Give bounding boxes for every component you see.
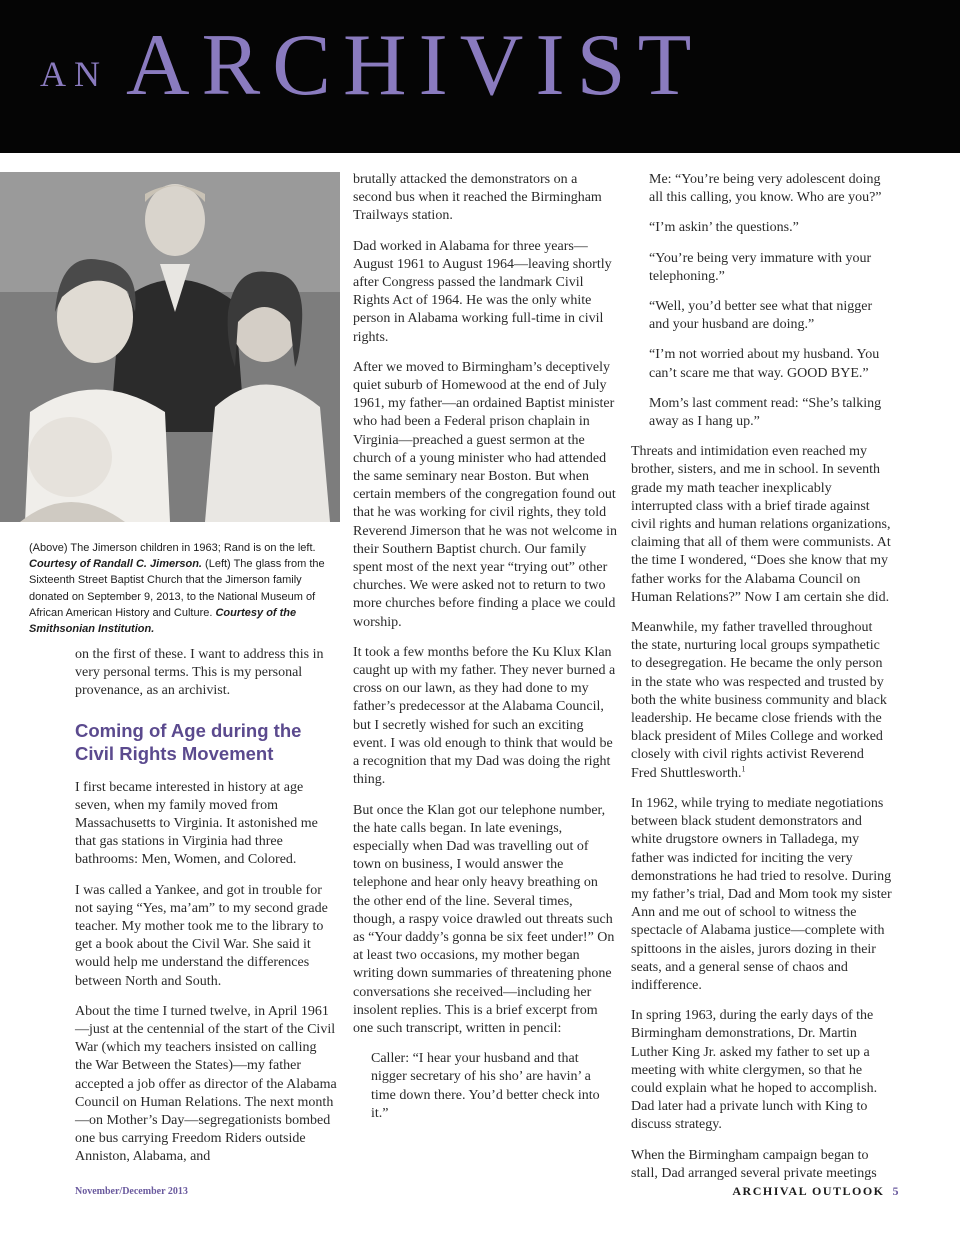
transcript-quote: “You’re being very immature with your telephoning.” bbox=[649, 250, 872, 284]
transcript-quote: Me: “You’re being very adolescent doing all this calling, you know. Who are you?” bbox=[649, 172, 882, 206]
paragraph: I first became interested in history at age seven, when my family moved from Massachusetts to Virginia. It astonished me that gas stations in Virginia had three bathrooms: Men, Women, and Colored. bbox=[75, 779, 318, 868]
column-3 bbox=[631, 171, 893, 1195]
paragraph: About the time I turned twelve, in April 1961—just at the centennial of the start of the Civil War (which my teachers insisted on calling the War Between the States)—my father accepted a job offer as director of the Alabama Council on Human Relations. The next month—on Mother’s Day—segregationists bombed one bus carrying Freedom Riders outside Anniston, Alabama, and bbox=[75, 1003, 337, 1165]
paragraph: on the first of these. I want to address this in very personal terms. This is my personal provenance, as an archivist. bbox=[75, 647, 324, 699]
footer-date: November/December 2013 bbox=[75, 1186, 188, 1197]
paragraph: I was called a Yankee, and got in trouble for not saying “Yes, ma’am” to my second grade teacher. My mother took me to the library to get a book about the Civil War. She said it would help me understand the differences between North and South. bbox=[75, 882, 328, 989]
masthead-title bbox=[40, 17, 704, 114]
photo-caption bbox=[29, 540, 329, 637]
caption-credit-2: Courtesy of the Smithsonian Institution. bbox=[29, 606, 297, 636]
paragraph: In spring 1963, during the early days of the Birmingham demonstrations, Dr. Martin Luther King Jr. asked my father to set up a meeting with white clergymen, so that he could explain what he hoped to accomplish. Dad later had a private lunch with King to discuss strategy. bbox=[631, 1008, 878, 1133]
paragraph bbox=[631, 619, 893, 783]
column-2 bbox=[353, 171, 617, 1135]
paragraph: After we moved to Birmingham’s deceptively quiet suburb of Homewood at the end of July 1961, my father—an ordained Baptist minister who had been a Federal prison chaplain in Virginia—preached a guest sermon at the church of a young minister who had attended the same seminary near Boston. But when certain members of the congregation found out that he was working for civil rights, they told Reverend Jimerson that he was not welcome in their Southern Baptist church. Our family spent most of the next year “trying out” other churches. We were asked not to return to two more churches before finding a place we could worship. bbox=[353, 359, 617, 630]
footer-publication bbox=[732, 1184, 900, 1199]
caption-text-1: (Above) The Jimerson children in 1963; Rand is on the left. bbox=[29, 542, 316, 554]
masthead-prefix: AN bbox=[40, 54, 108, 94]
masthead-main: ARCHIVIST bbox=[126, 17, 704, 114]
family-photo bbox=[0, 172, 340, 522]
footnote-marker[interactable]: 1 bbox=[741, 764, 746, 774]
caption-text-2: (Left) The glass from the Sixteenth Street Baptist Church that the Jimerson family donated on September 9, 2013, to the National Museum of African American History and Culture. bbox=[29, 558, 325, 619]
transcript-quote: “I’m not worried about my husband. You can’t scare me that way. GOOD BYE.” bbox=[649, 347, 880, 381]
paragraph: But once the Klan got our telephone number, the hate calls began. In late evenings, especially when Dad was travelling out of town on business, I would answer the telephone and hear only heavy breathing on the other end of the line. Several times, though, a raspy voice drawled out threats such as “Your daddy’s gonna be six feet under!” On at least two occasions, my mother began writing down summaries of threatening phone conversations she received—including her insolent replies. This is a brief excerpt from one such transcript, written in pencil: bbox=[353, 802, 615, 1036]
masthead-banner bbox=[0, 0, 960, 153]
section-heading: Coming of Age during the Civil Rights Movement bbox=[75, 719, 302, 764]
transcript-quote: Caller: “I hear your husband and that nigger secretary of his sho’ are havin’ a time down there. You’d better check into it.” bbox=[371, 1051, 600, 1121]
column-1 bbox=[75, 646, 337, 1179]
publication-name: ARCHIVAL OUTLOOK bbox=[732, 1184, 885, 1198]
paragraph: Threats and intimidation even reached my brother, sisters, and me in school. In seventh grade my math teacher inexplicably interrupted class with a brief tirade against civil rights and human relations organizations, claiming that all of them were communists. At the time I wondered, “Does she know that my father works for the Alabama Council on Human Relations?” Now I am certain she did. bbox=[631, 444, 891, 605]
paragraph: Dad worked in Alabama for three years—August 1961 to August 1964—leaving shortly after Congress passed the landmark Civil Rights Act of 1964. He was the only white person in Alabama working full-time in civil rights. bbox=[353, 238, 612, 345]
paragraph: In 1962, while trying to mediate negotiations between black student demonstrators and white drugstore owners in Talladega, my father was indicted for inciting the very demonstrations he had tried to resolve. During my father’s trial, Dad and Mom took my sister Ann and me out of school to witness the spectacle of Alabama justice—complete with spittoons in the aisles, jurors dozing in their seats, and a general sense of chaos and indifference. bbox=[631, 795, 892, 993]
transcript-quote: “Well, you’d better see what that nigger and your husband are doing.” bbox=[649, 299, 873, 333]
family-photo-illustration bbox=[0, 172, 340, 522]
paragraph: brutally attacked the demonstrators on a second bus when it reached the Birmingham Trailways station. bbox=[353, 172, 602, 224]
paragraph: When the Birmingham campaign began to stall, Dad arranged several private meetings bbox=[631, 1147, 877, 1181]
transcript-quote: “I’m askin’ the questions.” bbox=[649, 220, 799, 236]
page-number: 5 bbox=[892, 1184, 900, 1198]
paragraph-text: Meanwhile, my father travelled throughout the state, nurturing local groups sympathetic to desegregation. He became the only person in the state who was respected and trusted by both the white business community and black leadership. He became close friends with the black president of Miles College and worked closely with civil rights activist Reverend Fred Shuttlesworth. bbox=[631, 620, 887, 781]
transcript-quote: Mom’s last comment read: “She’s talking away as I hang up.” bbox=[649, 395, 882, 430]
paragraph: It took a few months before the Ku Klux Klan caught up with my father. They never burned a cross on our lawn, as they had done to my father’s predecessor at the Alabama Council, but I secretly wished for such an exciting event. I was old enough to think that would be a recognition that my Dad was doing the right thing. bbox=[353, 644, 616, 788]
caption-credit-1: Courtesy of Randall C. Jimerson. bbox=[29, 558, 202, 571]
